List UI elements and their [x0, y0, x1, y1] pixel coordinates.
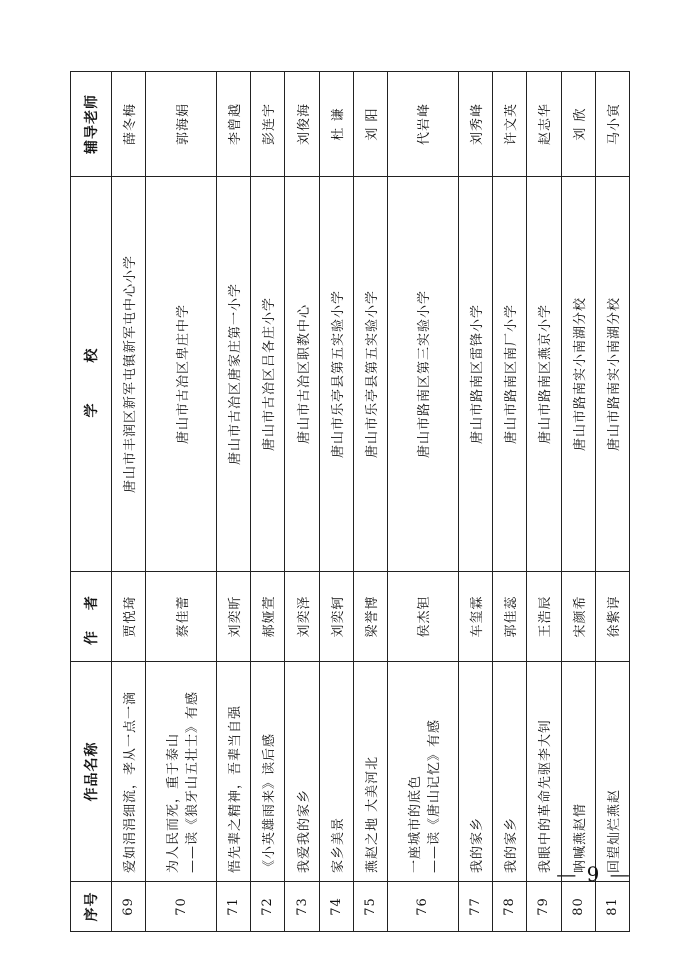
- page-number: — 9 —: [556, 862, 632, 886]
- row-number: 69: [112, 882, 146, 932]
- row-number: 81: [595, 882, 629, 932]
- table-header-row: [71, 72, 112, 932]
- work-title: [217, 662, 251, 882]
- teacher-name: 许文英: [493, 72, 527, 177]
- work-title-subline: ——读《狼牙山五壮士》有感: [185, 690, 201, 873]
- work-title-line: 悟先辈之精神，吾辈当自强: [228, 704, 244, 873]
- work-title-line: 我爱我的家乡: [296, 788, 312, 873]
- table-row: [595, 72, 629, 932]
- work-title-line: 我的家乡: [470, 816, 485, 873]
- teacher-name: 杜 谦: [319, 72, 353, 177]
- row-number: 72: [251, 882, 285, 932]
- school-name: 唐山市路南实小南湖分校: [595, 177, 629, 572]
- teacher-name: 赵志华: [527, 72, 561, 177]
- work-title: [458, 662, 492, 882]
- table-row: [112, 72, 146, 932]
- row-number: 80: [561, 882, 595, 932]
- row-number: 77: [458, 882, 492, 932]
- work-title: [353, 662, 387, 882]
- work-title: [595, 662, 629, 882]
- work-title-line: 为人民而死，重于泰山: [166, 732, 182, 873]
- header-teacher: 辅导老师: [71, 72, 112, 177]
- table-row: [319, 72, 353, 932]
- work-title-line: 《小英雄雨来》读后感: [262, 732, 278, 873]
- table-row: [353, 72, 387, 932]
- school-name: 唐山市古冶区卑庄中学: [146, 177, 217, 572]
- author-name: 郭佳蕊: [493, 572, 527, 662]
- school-name: 唐山市路南实小南湖分校: [561, 177, 595, 572]
- author-name: 贾悦琦: [112, 572, 146, 662]
- teacher-name: 代岩峰: [388, 72, 459, 177]
- author-name: 刘奕昕: [217, 572, 251, 662]
- work-title-line: 我眼中的革命先驱李大钊: [538, 718, 554, 873]
- school-name: 唐山市古冶区职教中心: [285, 177, 319, 572]
- table-row: [527, 72, 561, 932]
- author-name: 郝娅萱: [251, 572, 285, 662]
- row-number: 70: [146, 882, 217, 932]
- table-row: [285, 72, 319, 932]
- teacher-name: 彭连宇: [251, 72, 285, 177]
- author-name: 刘奕泽: [285, 572, 319, 662]
- author-name: 梁誉博: [353, 572, 387, 662]
- school-name: 唐山市丰润区新军屯镇新军屯中心小学: [112, 177, 146, 572]
- work-title: [388, 662, 459, 882]
- table-body: [112, 72, 630, 932]
- work-title: [527, 662, 561, 882]
- school-name: 唐山市路南区第三实验小学: [388, 177, 459, 572]
- author-name: 侯杰钽: [388, 572, 459, 662]
- work-title-subline: ——读《唐山记忆》有感: [426, 718, 442, 873]
- row-number: 78: [493, 882, 527, 932]
- work-title: [112, 662, 146, 882]
- teacher-name: 刘 阳: [353, 72, 387, 177]
- author-name: 刘奕轲: [319, 572, 353, 662]
- work-title: [146, 662, 217, 882]
- author-name: 蔡佳蕾: [146, 572, 217, 662]
- work-title-line: 爱如涓涓细流，孝从一点一滴: [123, 690, 139, 873]
- school-name: 唐山市路南区南厂小学: [493, 177, 527, 572]
- author-name: 车玺霖: [458, 572, 492, 662]
- table-row: [388, 72, 459, 932]
- teacher-name: 刘秀峰: [458, 72, 492, 177]
- header-title: 作品名称: [71, 662, 112, 882]
- table-row: [493, 72, 527, 932]
- school-name: 唐山市古冶区吕各庄小学: [251, 177, 285, 572]
- table-row: [561, 72, 595, 932]
- teacher-name: 刘 欣: [561, 72, 595, 177]
- teacher-name: 刘俊海: [285, 72, 319, 177]
- row-number: 76: [388, 882, 459, 932]
- award-list-table: [70, 71, 630, 932]
- author-name: 徐紫谆: [595, 572, 629, 662]
- author-name: 宋颜希: [561, 572, 595, 662]
- work-title-line: 我的家乡: [504, 816, 520, 873]
- work-title-line: 一座城市的底色: [407, 774, 423, 873]
- teacher-name: 薛冬梅: [112, 72, 146, 177]
- work-title-line: 呐喊燕赵情: [572, 802, 588, 873]
- work-title-line: 家乡美景: [330, 816, 346, 873]
- row-number: 75: [353, 882, 387, 932]
- row-number: 74: [319, 882, 353, 932]
- table-row: [458, 72, 492, 932]
- author-name: 王浩辰: [527, 572, 561, 662]
- school-name: 唐山市古冶区唐家庄第一小学: [217, 177, 251, 572]
- header-author: 作 者: [71, 572, 112, 662]
- header-school: 学 校: [71, 177, 112, 572]
- school-name: 唐山市路南区雷锋小学: [458, 177, 492, 572]
- work-title-line: 回望灿烂燕赵: [606, 788, 622, 873]
- table-row: [251, 72, 285, 932]
- work-title: [251, 662, 285, 882]
- table-row: [146, 72, 217, 932]
- teacher-name: 马小寅: [595, 72, 629, 177]
- row-number: 73: [285, 882, 319, 932]
- header-no: 序号: [71, 882, 112, 932]
- row-number: 71: [217, 882, 251, 932]
- teacher-name: 李曾越: [217, 72, 251, 177]
- school-name: 唐山市乐亭县第五实验小学: [319, 177, 353, 572]
- work-title: [319, 662, 353, 882]
- work-title: [493, 662, 527, 882]
- work-title: [285, 662, 319, 882]
- row-number: 79: [527, 882, 561, 932]
- table-row: [217, 72, 251, 932]
- school-name: 唐山市乐亭县第五实验小学: [353, 177, 387, 572]
- work-title-line: 燕赵之地 大美河北: [364, 755, 380, 873]
- school-name: 唐山市路南区燕京小学: [527, 177, 561, 572]
- work-title: [561, 662, 595, 882]
- teacher-name: 郭海娟: [146, 72, 217, 177]
